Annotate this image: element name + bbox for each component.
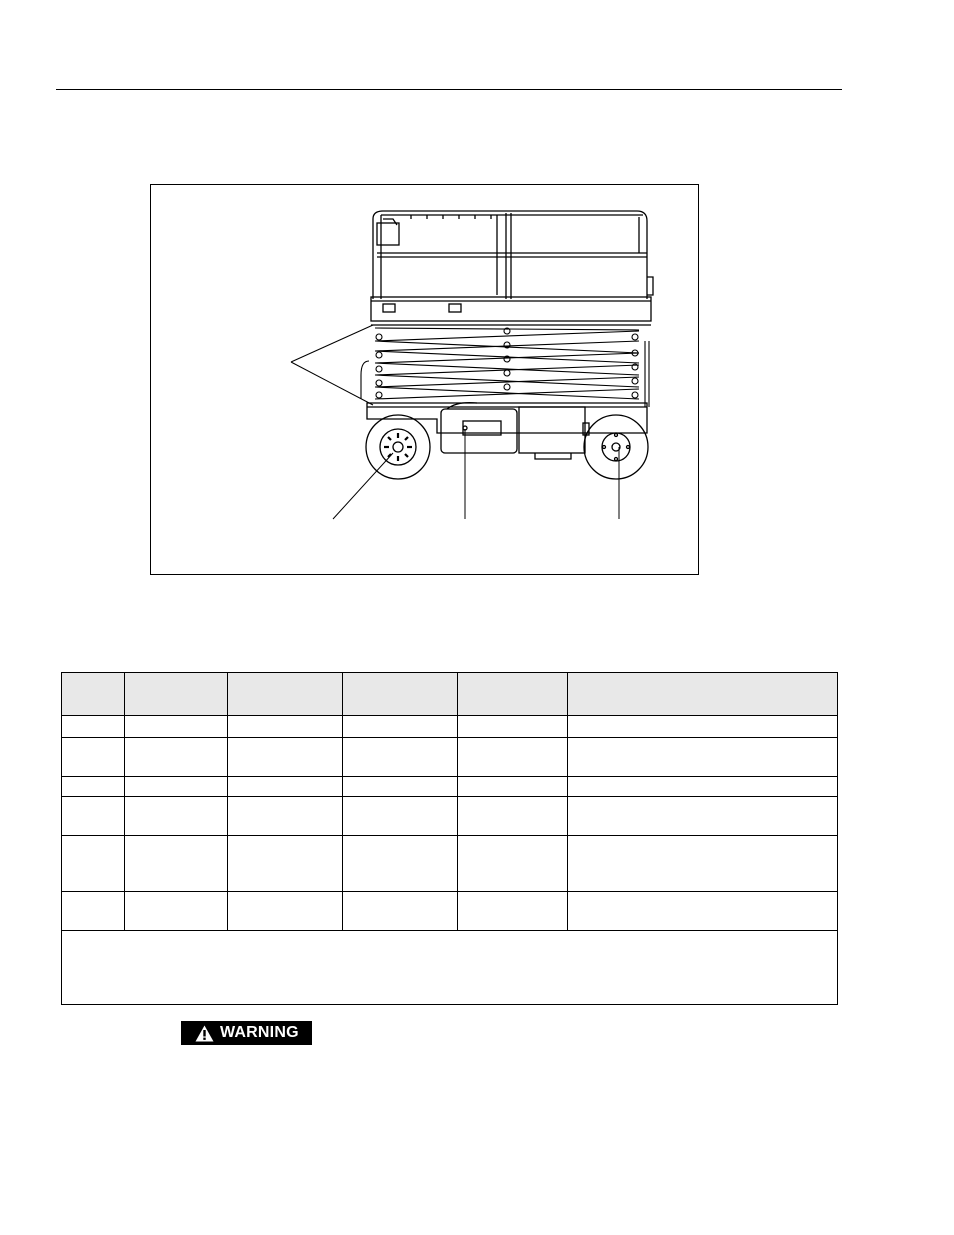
table-cell: [343, 836, 458, 892]
table-cell: [458, 892, 568, 931]
table-cell: [343, 738, 458, 777]
table-cell: [62, 738, 125, 777]
header-cell: [125, 673, 228, 716]
table-cell: [125, 716, 228, 738]
table-row: [62, 797, 838, 836]
table-cell: [62, 777, 125, 797]
table-cell: [343, 716, 458, 738]
table-cell: [458, 836, 568, 892]
table-cell: [458, 716, 568, 738]
table-cell: [568, 892, 838, 931]
table-cell: [568, 738, 838, 777]
table-cell: [568, 777, 838, 797]
table-cell: [125, 797, 228, 836]
table-cell: [125, 777, 228, 797]
table-cell: [125, 738, 228, 777]
spec-table: [61, 672, 838, 1005]
table-cell: [62, 892, 125, 931]
platform-deck: [371, 297, 651, 325]
table-cell: [343, 892, 458, 931]
table-cell: [62, 716, 125, 738]
header-cell: [568, 673, 838, 716]
table-cell: [228, 716, 343, 738]
left-wheel: [366, 415, 430, 479]
table-row: [62, 716, 838, 738]
table-row: [62, 738, 838, 777]
table-cell: [125, 836, 228, 892]
table-cell: [228, 836, 343, 892]
header-cell: [62, 673, 125, 716]
table-row: [62, 892, 838, 931]
header-rule: [56, 89, 842, 90]
table-cell: [228, 738, 343, 777]
figure-frame: [150, 184, 699, 575]
table-cell: [568, 716, 838, 738]
table-cell: [458, 777, 568, 797]
table-note-row: [62, 931, 838, 1005]
table-row: [62, 777, 838, 797]
table-cell: [62, 797, 125, 836]
scissor-lift-illustration: [151, 185, 700, 576]
warning-triangle-icon: [195, 1025, 214, 1042]
header-cell: [228, 673, 343, 716]
table-cell: [568, 836, 838, 892]
table-cell: [62, 836, 125, 892]
table-cell: [343, 797, 458, 836]
table-cell: [125, 892, 228, 931]
table-cell: [228, 797, 343, 836]
table-cell: [568, 797, 838, 836]
warning-badge: [181, 1021, 312, 1045]
table-cell: [228, 892, 343, 931]
header-cell: [458, 673, 568, 716]
right-wheel: [584, 415, 648, 479]
guardrail: [373, 211, 653, 299]
chassis: [367, 403, 647, 459]
warning-label: WARNING: [220, 1024, 299, 1041]
header-cell: [343, 673, 458, 716]
table-cell: [62, 931, 838, 1005]
table-cell: [228, 777, 343, 797]
table-cell: [458, 797, 568, 836]
table-cell: [343, 777, 458, 797]
table-cell: [458, 738, 568, 777]
scissor-stack: [361, 328, 649, 407]
table-header-row: [62, 673, 838, 716]
table-row: [62, 836, 838, 892]
